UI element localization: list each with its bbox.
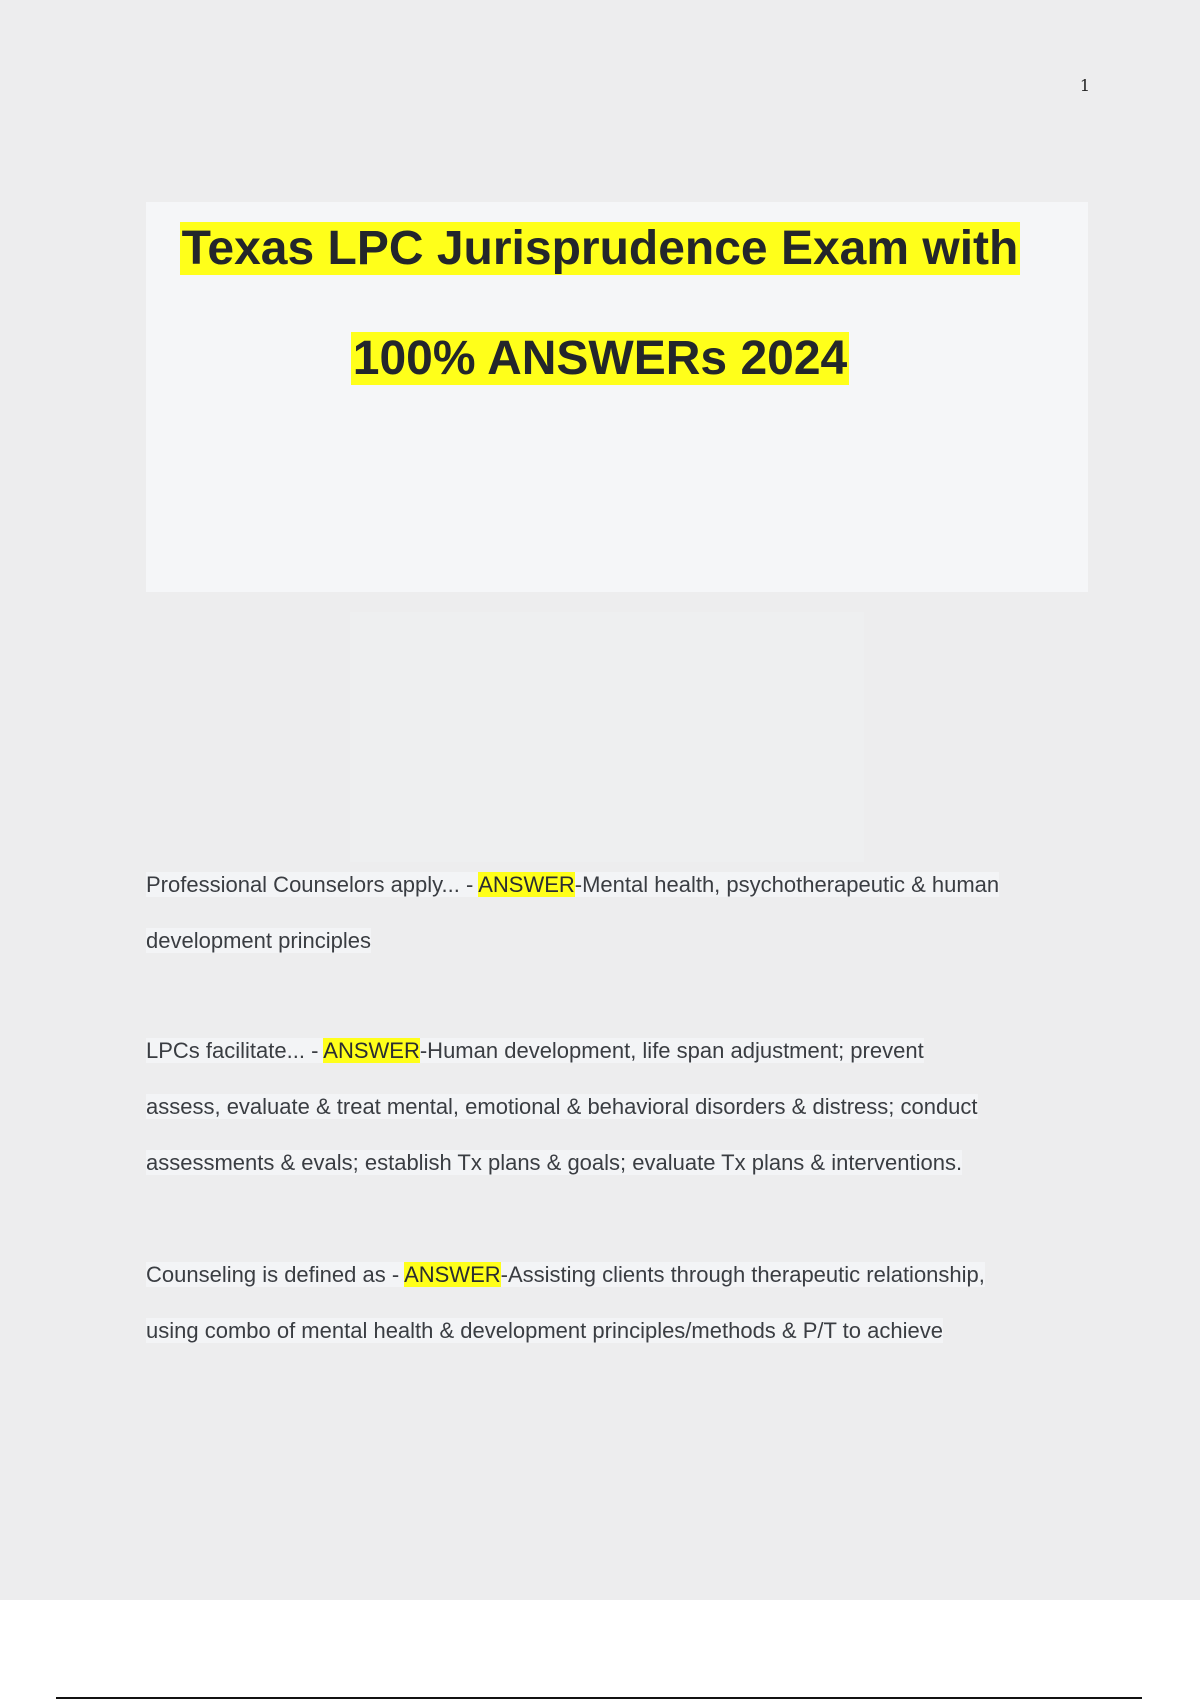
title-text-2: 100% ANSWERs 2024 — [352, 332, 848, 385]
answer-text: -Assisting clients through therapeutic relationship, — [500, 1262, 985, 1287]
qa-line — [146, 1148, 1106, 1204]
answer-text: development principles — [146, 928, 372, 953]
title-line-1 — [0, 222, 1200, 276]
answer-marker: ANSWER — [404, 1262, 501, 1287]
qa-line — [146, 870, 1106, 926]
qa-line — [146, 1036, 1106, 1092]
question-text: Counseling is defined as - — [146, 1262, 405, 1287]
answer-marker: ANSWER — [323, 1038, 420, 1063]
question-text: LPCs facilitate... - — [146, 1038, 324, 1063]
qa-line — [146, 926, 1106, 982]
qa-item — [146, 1260, 1106, 1372]
title-text-1: Texas LPC Jurisprudence Exam with — [181, 222, 1019, 275]
answer-marker: ANSWER — [478, 872, 575, 897]
qa-line — [146, 1092, 1106, 1148]
title-line-2 — [0, 332, 1200, 386]
answer-text: using combo of mental health & development principles/methods & P/T to achieve — [146, 1318, 943, 1343]
question-text: Professional Counselors apply... - — [146, 872, 479, 897]
answer-text: assess, evaluate & treat mental, emotional & behavioral disorders & distress; conduct — [146, 1094, 978, 1119]
answer-text: assessments & evals; establish Tx plans & goals; evaluate Tx plans & interventions. — [146, 1150, 963, 1175]
qa-item — [146, 1036, 1106, 1204]
placeholder-region — [350, 612, 864, 862]
answer-text: -Mental health, psychotherapeutic & human — [574, 872, 1000, 897]
answer-text: -Human development, life span adjustment; prevent — [419, 1038, 924, 1063]
page-number: 1 — [1079, 76, 1090, 95]
footer-divider — [56, 1697, 1142, 1699]
qa-line — [146, 1316, 1106, 1372]
qa-line — [146, 1260, 1106, 1316]
qa-item — [146, 870, 1106, 982]
